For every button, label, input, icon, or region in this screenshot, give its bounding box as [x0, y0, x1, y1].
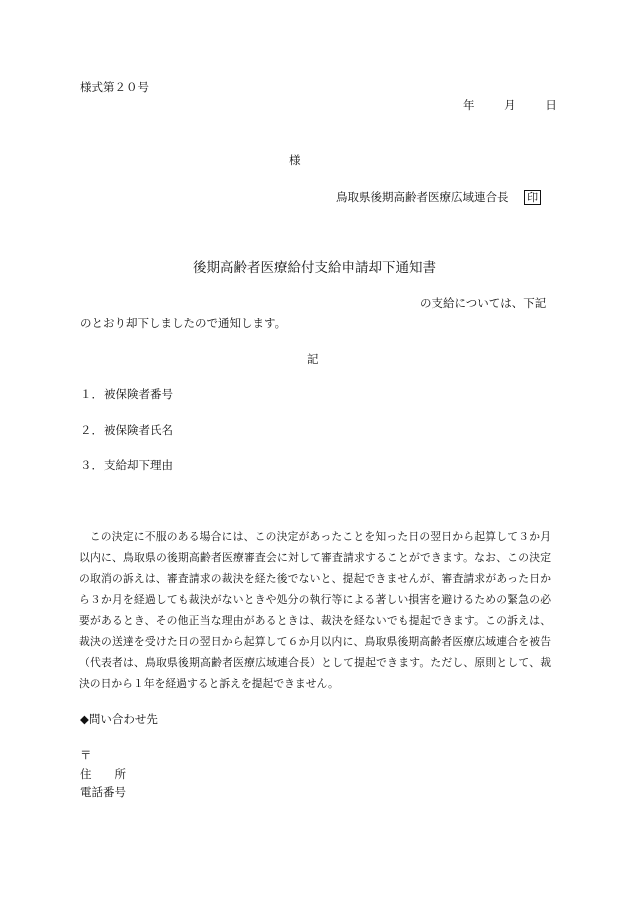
- date-year: 年: [463, 98, 475, 112]
- item-label: 被保険者番号: [104, 387, 173, 401]
- form-number: 様式第２０号: [80, 80, 149, 94]
- contact-heading: ◆問い合わせ先: [80, 712, 158, 726]
- item-number: ２．: [80, 423, 103, 437]
- date-day: 日: [545, 98, 557, 112]
- seal-mark: 印: [524, 190, 541, 205]
- item-insured-number: [80, 389, 173, 401]
- item-label: 被保険者氏名: [104, 423, 173, 437]
- date-month: 月: [504, 98, 516, 112]
- document-title: 後期高齢者医療給付支給申請却下通知書: [193, 260, 436, 276]
- intro-line-2: のとおり却下しましたので通知します。: [80, 316, 287, 330]
- ki-heading: 記: [307, 352, 319, 366]
- issuer-name: 鳥取県後期高齢者医療広域連合長: [336, 190, 509, 204]
- address-label: 住 所: [80, 767, 126, 781]
- item-rejection-reason: [80, 460, 173, 472]
- item-number: ３．: [80, 458, 103, 472]
- postal-mark: 〒: [80, 748, 92, 762]
- date-line: [463, 100, 557, 112]
- intro-line-1: の支給については、下記: [420, 296, 547, 310]
- addressee-suffix: 様: [289, 153, 301, 167]
- item-number: １．: [80, 387, 103, 401]
- appeal-notice: この決定に不服のある場合には、この決定があったことを知った日の翌日から起算して３か月以内に、鳥取県の後期高齢者医療審査会に対して審査請求することができます。なお、この決定の取消の訴えは、審査請求の裁決を経た後でないと、提起できませんが、審査請求があった日から３か月を経過しても裁決がないときや処分の執行等による著しい損害を避けるための緊急の必要があるとき、その他正当な理由があるときは、裁決を経ないでも提起できます。この訴えは、裁決の送達を受けた日の翌日から起算して６か月以内に、鳥取県後期高齢者医療広域連合を被告（代表者は、鳥取県後期高齢者医療広域連合長）として提起できます。ただし、原則として、裁決の日から１年を経過すると訴えを提起できません。: [79, 530, 551, 690]
- phone-label: 電話番号: [80, 785, 126, 799]
- issuer-line: [336, 190, 541, 205]
- item-label: 支給却下理由: [104, 458, 173, 472]
- item-insured-name: [80, 425, 173, 437]
